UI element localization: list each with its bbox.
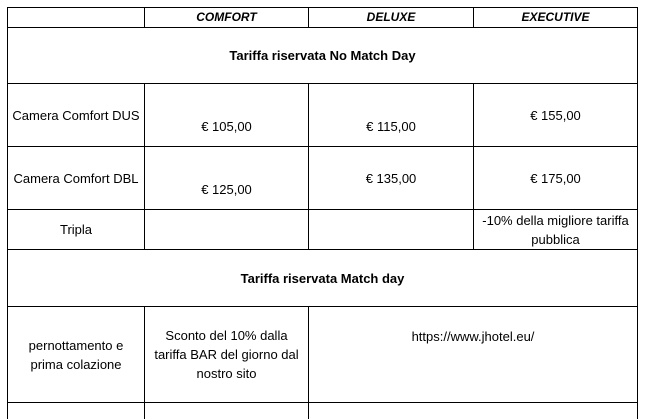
price-comfort <box>145 210 309 250</box>
section-row-no-match-day <box>8 28 638 84</box>
header-row <box>8 8 638 28</box>
row-label: Tripla <box>8 210 145 250</box>
header-empty-cell <box>8 8 145 28</box>
header-comfort: COMFORT <box>145 8 309 28</box>
table-row <box>8 307 638 403</box>
header-deluxe: DELUXE <box>309 8 474 28</box>
table-row <box>8 147 638 210</box>
row-label: Camera Comfort DUS <box>8 84 145 147</box>
match-day-discount: Sconto del 10% dalla tariffa BAR del giorno dal nostro sito <box>145 307 309 403</box>
price-deluxe <box>309 210 474 250</box>
price-deluxe: € 135,00 <box>309 147 474 210</box>
row-label: Camera Comfort DBL <box>8 147 145 210</box>
price-executive: -10% della migliore tariffa pubblica <box>474 210 638 250</box>
section-title-no-match-day: Tariffa riservata No Match Day <box>8 28 638 84</box>
rates-table <box>7 7 638 419</box>
section-row-match-day <box>8 250 638 307</box>
price-deluxe: € 115,00 <box>309 84 474 147</box>
price-comfort: € 105,00 <box>145 84 309 147</box>
table-row <box>8 84 638 147</box>
price-executive: € 175,00 <box>474 147 638 210</box>
price-comfort: € 125,00 <box>145 147 309 210</box>
header-executive: EXECUTIVE <box>474 8 638 28</box>
hotel-website-link[interactable]: https://www.jhotel.eu/ <box>309 307 638 403</box>
table-row <box>8 210 638 250</box>
row-label: pernottamento e prima colazione <box>8 307 145 403</box>
price-executive: € 155,00 <box>474 84 638 147</box>
section-title-match-day: Tariffa riservata Match day <box>8 250 638 307</box>
